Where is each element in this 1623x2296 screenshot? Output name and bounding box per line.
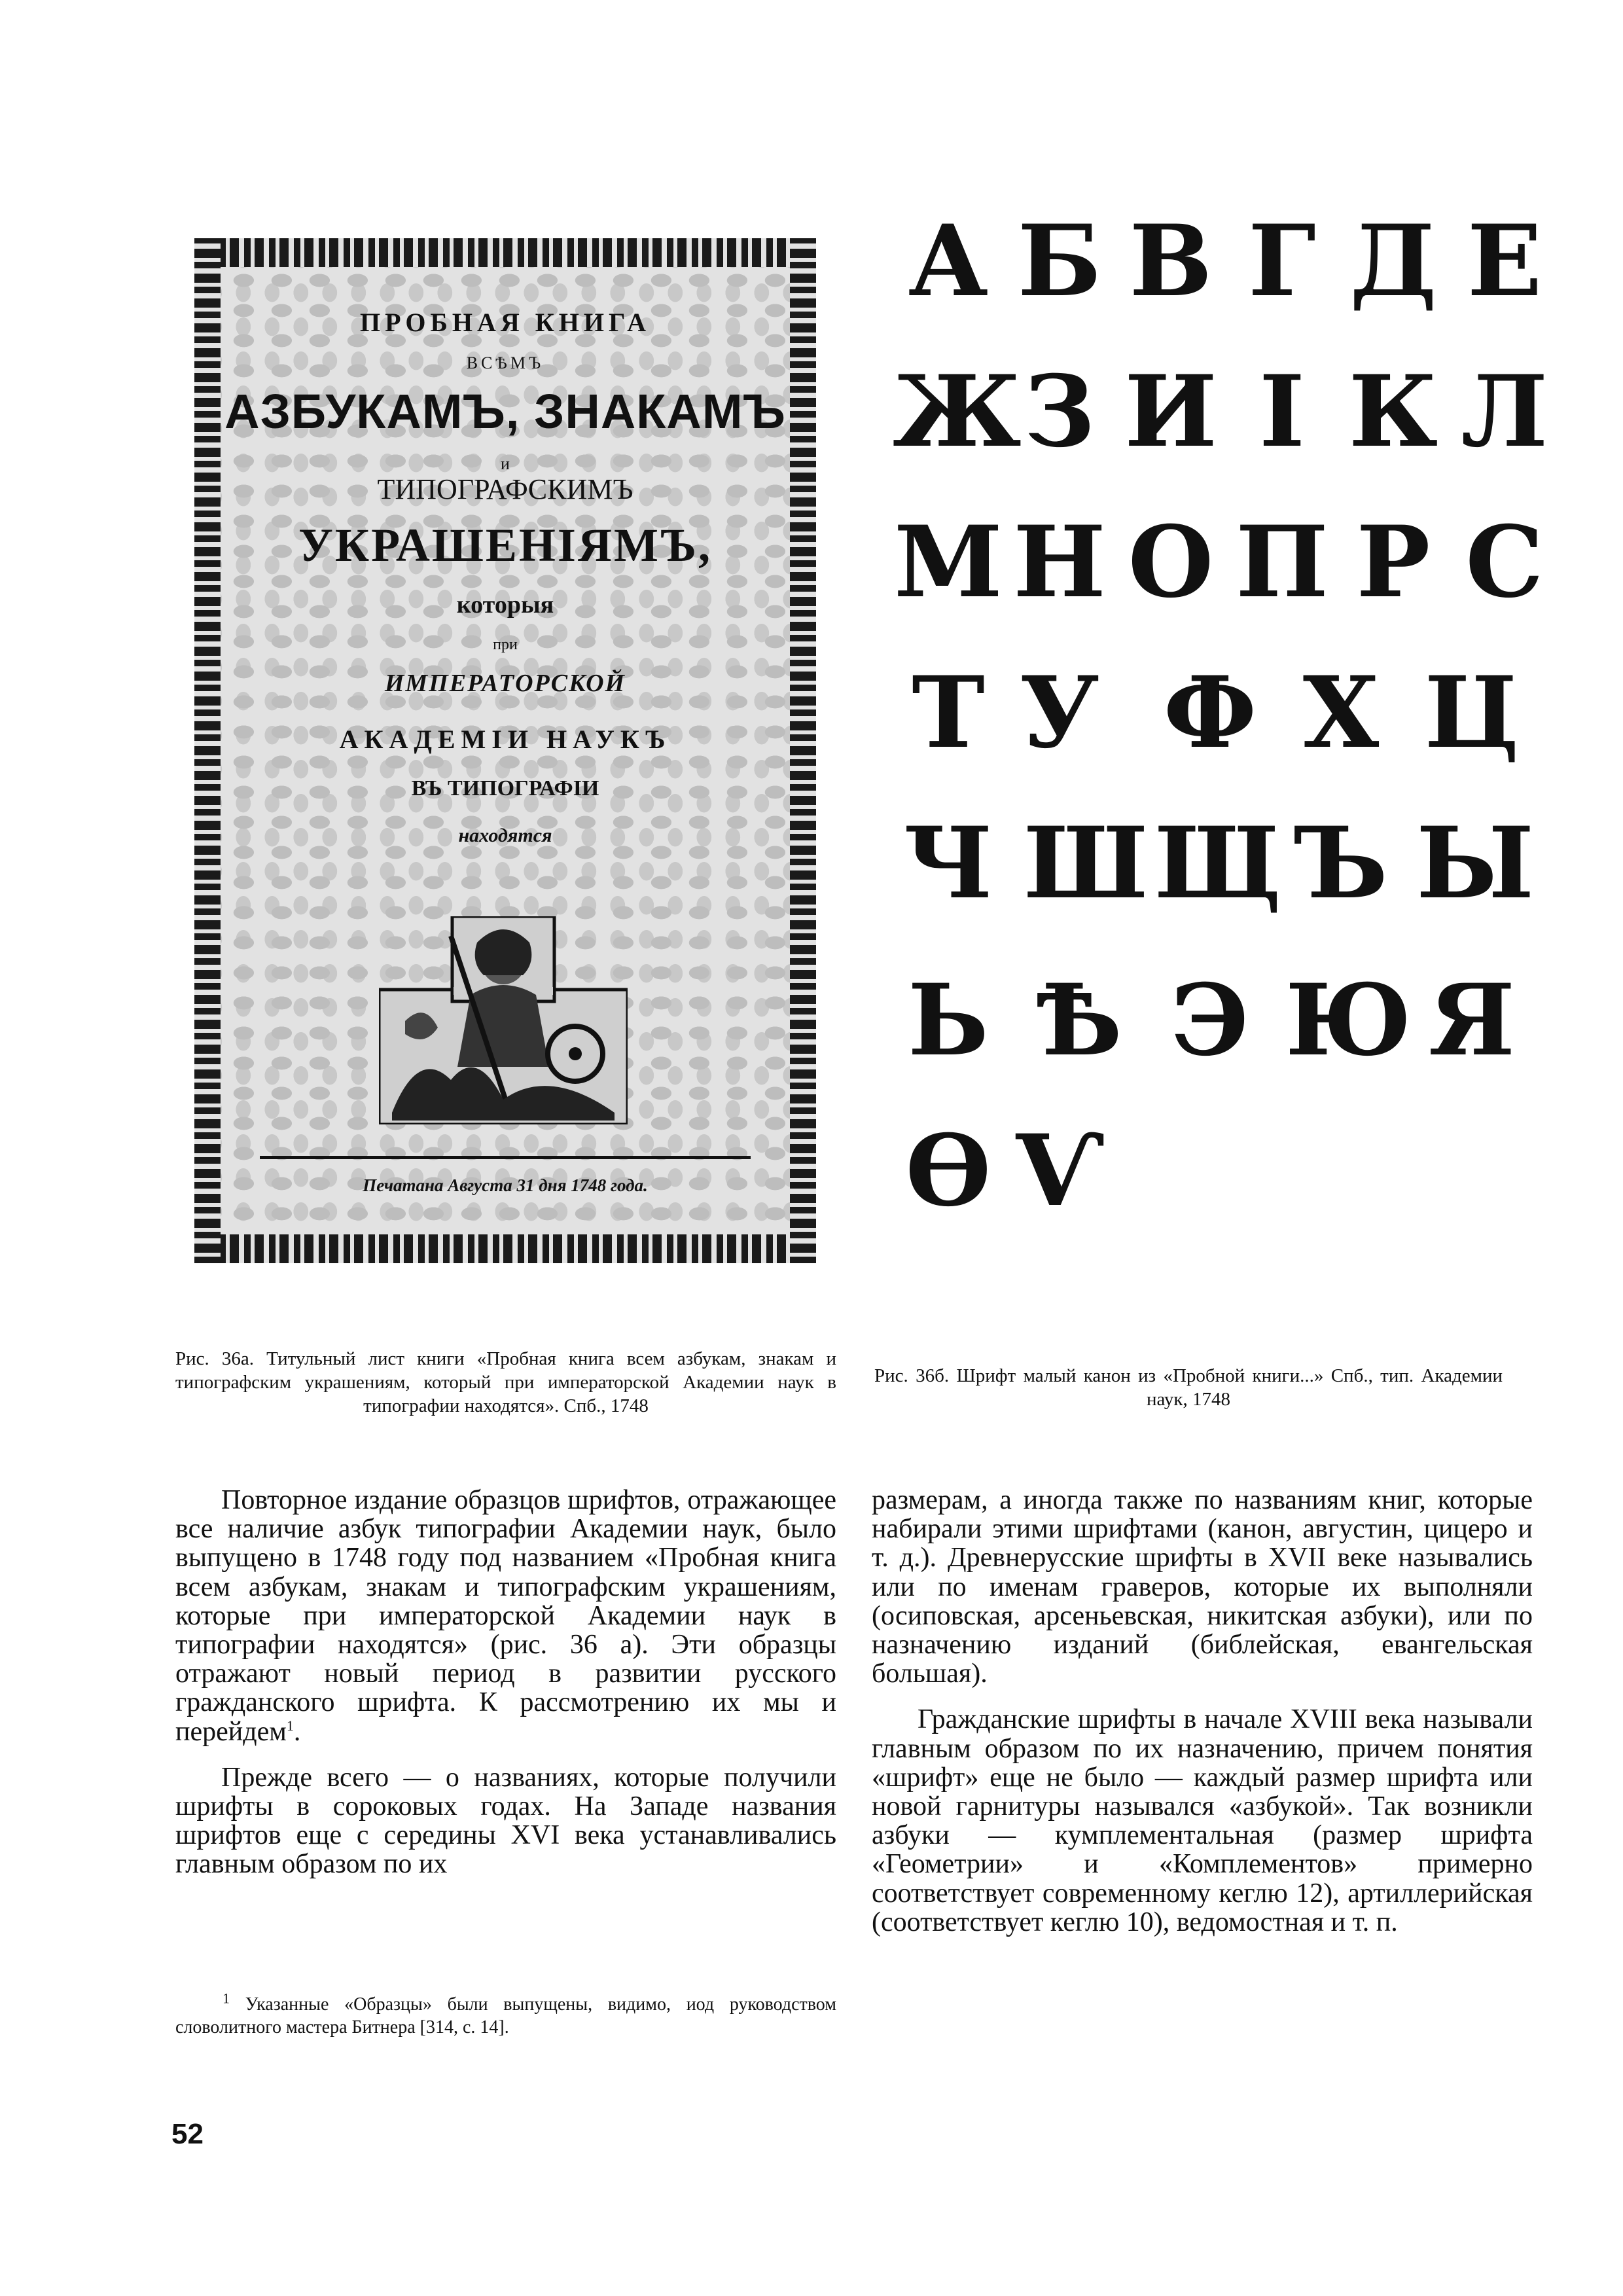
title-line-9: ИМПЕРАТОРСКОЙ: [384, 670, 626, 697]
glyph: Ч: [903, 806, 993, 921]
paragraph-text: Повторное издание образцов шрифтов, отражающее все наличие азбук типографии Академии наук, было выпущено в 1748 году под названием «Пробная книга всем азбукам, знакам и типографским украшениям, которые при императорской Академии наук в типографии находятся» (рис. 36 а). Эти образцы отражают новый период в развитии русского гражданского шрифта. К рассмотрению их мы и перейдем: [175, 1485, 836, 1747]
footnote-text: Указанные «Образцы» были выпущены, видимо, иод руководством словолитного мастера Битнера [314, с. 14].: [175, 1994, 836, 2037]
figure-caption-36a: Рис. 36а. Титульный лист книги «Пробная книга всем азбукам, знакам и типографским украшениям, который при императорской Академии наук в типографии находятся». Спб., 1748: [175, 1348, 836, 1416]
imprint-rule: [260, 1156, 751, 1159]
glyph: Б: [1017, 204, 1102, 319]
glyph: Ю: [1285, 963, 1412, 1078]
ornamental-border-bottom: [194, 1234, 816, 1263]
glyph: Ѵ: [1014, 1113, 1105, 1229]
glyph: Ф: [1163, 655, 1257, 770]
glyph: Ь: [908, 963, 989, 1078]
body-paragraph: Прежде всего — о названиях, которые получили шрифты в сороковых годах. На Западе названия шрифтов еще с середины XVI века устанавливались главным образом по их: [175, 1762, 836, 1880]
glyph: Н: [1013, 505, 1106, 620]
glyph: Ж: [893, 354, 1022, 469]
glyph: Г: [1248, 204, 1316, 319]
title-line-2: ВСѢМЪ: [466, 353, 544, 372]
figure-caption-36b: Рис. 36б. Шрифт малый канон из «Пробной книги...» Спб., тип. Академии наук, 1748: [874, 1365, 1503, 1410]
title-line-3: АЗБУКАМЪ, ЗНАКАМЪ: [224, 384, 786, 439]
glyph: Т: [912, 655, 985, 770]
body-paragraph: Гражданские шрифты в начале XVIII века называли главным образом по их назначению, причем понятия «шрифт» еще не было — каждый размер шрифта или новой гарнитуры назывался «азбукой». Так возникли азбуки — кумплементальная (размер шрифта «Геометрии» и «Комплементов» примерно соответствует современному кеглю 12), артиллерийская (соответствует кеглю 10), ведомостная и т. п.: [872, 1704, 1533, 1937]
glyph: Ѳ: [905, 1113, 991, 1229]
imprint-line: Печатана Августа 31 дня 1748 года.: [363, 1175, 648, 1195]
body-paragraph: Повторное издание образцов шрифтов, отражающее все наличие азбук типографии Академии наук, было выпущено в 1748 году под названием «Пробная книга всем азбукам, знакам и типографским украшениям, которые при императорской Академии наук в типографии находятся» (рис. 36 а). Эти образцы отражают новый период в развитии русского гражданского шрифта. К рассмотрению их мы и перейдем$^1$.: [175, 1485, 836, 1747]
glyph: Ш: [1024, 806, 1149, 921]
glyph: І: [1258, 354, 1306, 469]
title-line-12: находятся: [458, 825, 552, 846]
glyph: О: [1128, 505, 1214, 620]
title-line-8: при: [493, 636, 518, 653]
glyph: З: [1024, 354, 1096, 469]
page-number: 52: [171, 2118, 204, 2150]
allegorical-vignette-icon: [379, 916, 628, 1124]
glyph: Р: [1356, 505, 1431, 620]
glyph: П: [1236, 505, 1329, 620]
glyph: К: [1348, 354, 1438, 469]
glyph: С: [1465, 505, 1544, 620]
glyph: Я: [1428, 963, 1516, 1078]
glyph: Щ: [1154, 806, 1281, 921]
glyph: М: [893, 505, 1003, 620]
glyph: И: [1124, 354, 1217, 469]
glyph: А: [908, 204, 989, 319]
ornamental-border-left: [194, 238, 221, 1263]
footnote-reference: 1: [286, 1717, 294, 1734]
body-paragraph: размерам, а иногда также по названиям книг, которые набирали этими шрифтами (канон, августин, цицеро и т. д.). Древнерусские шрифты в XVII веке назывались или по именам граверов, которые их выполняли (осиповская, арсеньевская, никитская азбуки), или по назначению изданий (библейская, евангельская большая).: [872, 1485, 1533, 1689]
title-page-figure: [194, 238, 816, 1263]
glyph: Ц: [1424, 655, 1520, 770]
glyph: Д: [1349, 204, 1437, 319]
glyph: Е: [1467, 204, 1543, 319]
footnote: [175, 1990, 836, 2039]
title-line-11: ВЪ ТИПОГРАФІИ: [411, 776, 599, 800]
body-column-left: [175, 1486, 836, 1879]
glyph: Л: [1461, 354, 1548, 469]
glyph: Ѣ: [1035, 963, 1123, 1078]
ornamental-border-right: [790, 238, 816, 1263]
glyph: Х: [1302, 655, 1380, 770]
title-line-1: ПРОБНАЯ КНИГА: [360, 308, 651, 337]
title-line-7: которыя: [456, 591, 554, 619]
footnote-mark: 1: [223, 1990, 230, 2007]
glyph: У: [1020, 655, 1099, 770]
title-line-4: и: [501, 454, 510, 473]
title-line-6: УКРАШЕНІЯМЪ,: [298, 519, 712, 571]
glyph: В: [1129, 204, 1213, 319]
glyph: Э: [1171, 963, 1249, 1078]
title-line-5: ТИПОГРАФСКИМЪ: [377, 473, 633, 505]
glyph: Ы: [1416, 806, 1535, 921]
glyph: Ъ: [1294, 806, 1388, 921]
title-line-10: АКАДЕМІИ НАУКЪ: [339, 725, 671, 754]
body-column-right: [872, 1486, 1533, 1937]
ornamental-border-top: [194, 238, 816, 267]
